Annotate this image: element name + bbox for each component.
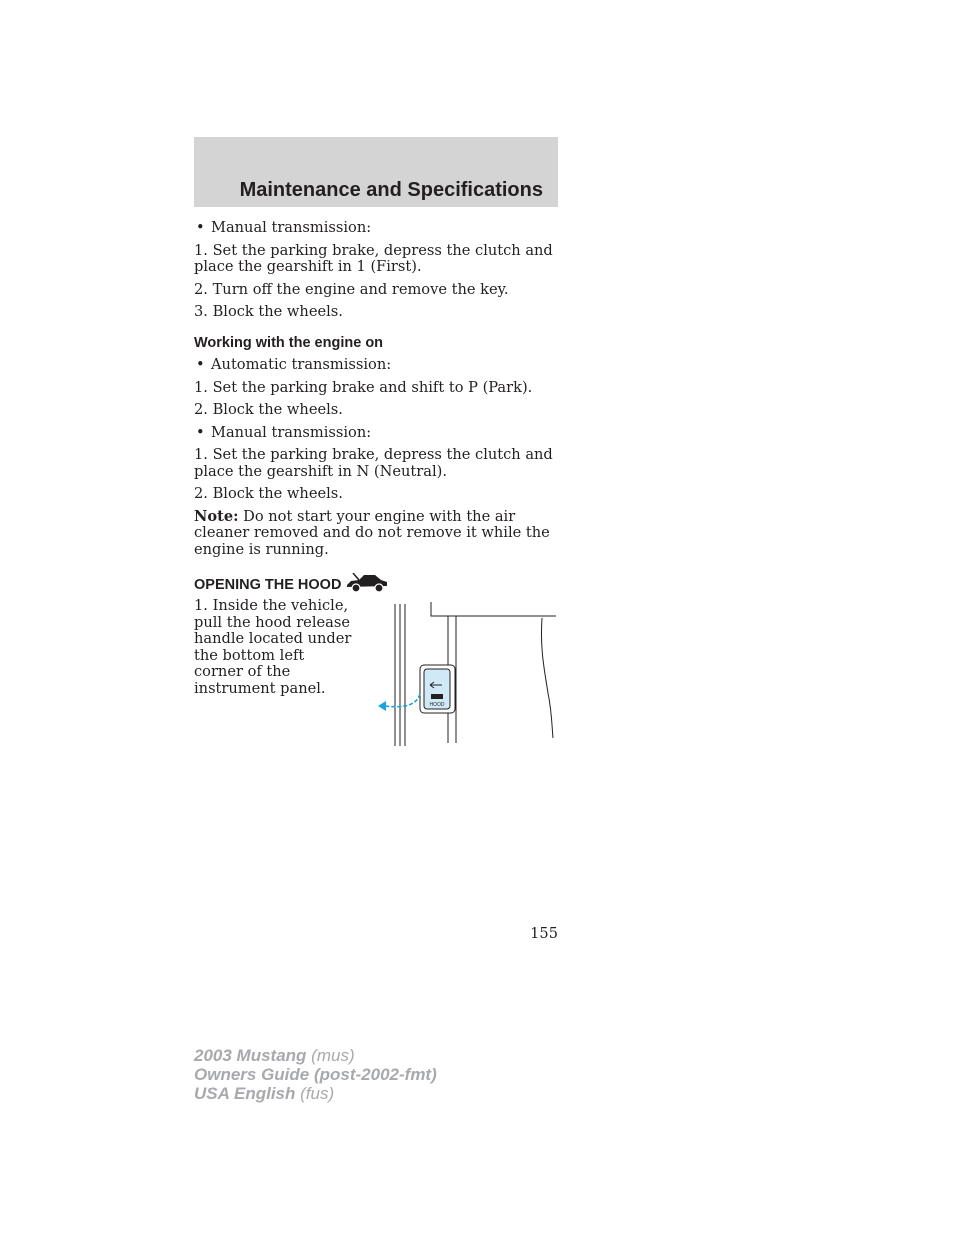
footer-line-2: Owners Guide (post-2002-fmt) (194, 1065, 437, 1084)
footer-line-3: USA English (fus) (194, 1084, 335, 1103)
section-heading-opening-hood (194, 573, 556, 598)
bullet-automatic-transmission: • Automatic transmission: (196, 356, 392, 373)
note-label: Note: (194, 507, 239, 525)
bullet-manual-transmission: • Manual transmission: (196, 219, 372, 236)
step-text: 2. Block the wheels. (194, 485, 343, 502)
step-text: 1. Set the parking brake, depress the clutch and place the gearshift in 1 (First). (194, 241, 553, 275)
section-title: Maintenance and Specifications (239, 179, 543, 201)
footer-line-1: 2003 Mustang (mus) (194, 1046, 355, 1065)
hood-release-illustration (376, 598, 558, 752)
step-text: 1. Set the parking brake and shift to P (Park). (194, 378, 533, 396)
pull-arrow (378, 701, 386, 711)
section-heading-text: OPENING THE HOOD (194, 577, 342, 593)
subheading-engine-on: Working with the engine on (194, 334, 384, 351)
bullet-dot: • (196, 423, 205, 441)
car-hood-icon (345, 573, 389, 598)
step-text: 3. Block the wheels. (194, 303, 343, 320)
page-number: 155 (530, 925, 558, 942)
hood-handle-label: HOOD (429, 702, 445, 708)
hood-step-text: 1. Inside the vehicle, pull the hood release handle located under the bottom left corner of the instrument panel. (194, 597, 352, 697)
section-header-band (194, 137, 558, 207)
main-content (194, 220, 556, 604)
step-text: 1. Set the parking brake, depress the clutch and place the gearshift in N (Neutral). (194, 446, 553, 480)
note-text: Do not start your engine with the air cleaner removed and do not remove it while the engine is running. (194, 507, 550, 558)
note-paragraph (194, 509, 556, 559)
step-text: 2. Turn off the engine and remove the key. (194, 280, 509, 298)
bullet-dot: • (196, 356, 205, 373)
document-footer (194, 1046, 437, 1103)
bullet-dot: • (196, 219, 205, 236)
step-text: 2. Block the wheels. (194, 401, 343, 418)
bullet-manual-transmission: • Manual transmission: (196, 423, 372, 441)
